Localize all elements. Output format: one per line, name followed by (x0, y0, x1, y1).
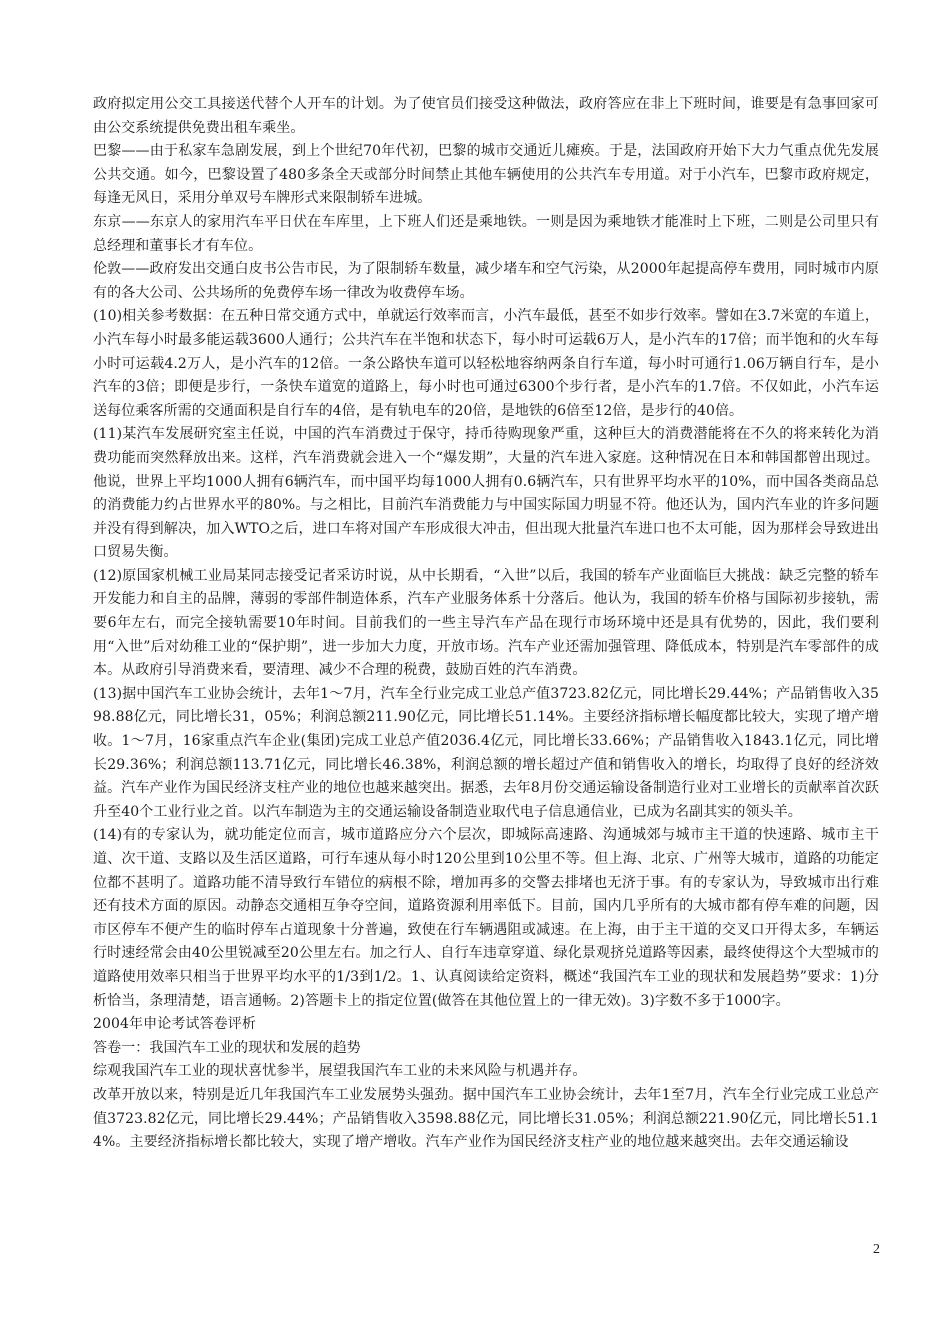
paragraph-item-14: (14)有的专家认为，就功能定位而言，城市道路应分六个层次，即城际高速路、沟通城郊与城市主干道的快速路、城市主干道、次干道、支路以及生活区道路，可行车速从每小时120公里到10公里不等。但上海、北京、广州等大城市，道路的功能定位都不甚明了。道路功能不清导致行车错位的病根不除，增加再多的交警去排堵也无济于事。有的专家认为，导致城市出行难还有技术方面的原因。动静态交通相互争夺空间，道路资源利用率低下。目前，国内几乎所有的大城市都有停车难的问题，因市区停车不便产生的临时停车占道现象十分普遍，致使在行车辆遇阻或减速。在上海，由于主干道的交叉口开得太多，车辆运行时速经常会由40公里锐减至20公里左右。加之行人、自行车违章穿道、绿化景观挤兑道路等因素，最终使得这个大型城市的道路使用效率只相当于世界平均水平的1/3到1/2。1、认真阅读给定资料，概述“我国汽车工业的现状和发展趋势”要求：1)分析恰当，条理清楚，语言通畅。2)答题卡上的指定位置(做答在其他位置上的一律无效)。3)字数不多于1000字。 (93, 827, 879, 1009)
answer-body: 改革开放以来，特别是近几年我国汽车工业发展势头强劲。据中国汽车工业协会统计，去年1至7月，汽车全行业完成工业总产值3723.82亿元，同比增长29.44%；产品销售收入3598.88亿元，同比增长31.05%；利润总额221.90亿元，同比增长51.14%。主要经济指标增长都比较大，实现了增产增收。汽车产业作为国民经济支柱产业的地位越来越突出。去年交通运输设 (93, 1086, 879, 1151)
paragraph-paris: 巴黎——由于私家车急剧发展，到上个世纪70年代初，巴黎的城市交通近儿瘫痪。于是，法国政府开始下大力气重点优先发展公共交通。如今，巴黎设置了480多条全天或部分时间禁止其他车辆使用的公共汽车专用道。对于小汽车，巴黎市政府规定，每逢无风日，采用分单双号车牌形式来限制轿车进城。 (93, 143, 879, 207)
answer-summary: 综观我国汽车工业的现状喜忧参半，展望我国汽车工业的未来风险与机遇并存。 (93, 1063, 587, 1080)
page-number: 2 (873, 1242, 880, 1257)
paragraph-item-13: (13)据中国汽车工业协会统计，去年1～7月，汽车全行业完成工业总产值3723.82亿元，同比增长29.44%；产品销售收入3598.88亿元，同比增长31，05%；利润总额211.90亿元，同比增长51.14%。主要经济指标增长幅度都比较大，实现了增产增收。1～7月，16家重点汽车企业(集团)完成工业总产值2036.4亿元，同比增长33.66%；产品销售收入1843.1亿元，同比增长29.36%；利润总额113.71亿元，同比增长46.38%，利润总额的增长超过产值和销售收入的增长，均取得了良好的经济效益。汽车产业作为国民经济支柱产业的地位也越来越突出。据悉，去年8月份交通运输设备制造行业对工业增长的贡献率首次跃升至40个工业行业之首。以汽车制造为主的交通运输设备制造业取代电子信息通信业，已成为名副其实的领头羊。 (93, 685, 879, 820)
document-body (93, 93, 879, 1155)
paragraph-official-transit: 政府拟定用公交工具接送代替个人开车的计划。为了使官员们接受这种做法，政府答应在非上下班时间，谁要是有急事回家可由公交系统提供免费出租车乘坐。 (93, 96, 879, 136)
section-heading-evaluation: 2004年申论考试答卷评析 (93, 1016, 256, 1033)
paragraph-tokyo: 东京——东京人的家用汽车平日伏在车库里，上下班人们还是乘地铁。一则是因为乘地铁才能准时上下班，二则是公司里只有总经理和董事长才有车位。 (93, 213, 879, 254)
paragraph-item-12: (12)原国家机械工业局某同志接受记者采访时说，从中长期看，“入世”以后，我国的轿车产业面临巨大挑战：缺乏完整的轿车开发能力和自主的品牌，薄弱的零部件制造体系，汽车产业服务体系十分落后。他认为，我国的轿车价格与国际初步接轨，需要6年左右，而完全接轨需要10年时间。目前我们的一些主导汽车产品在现行市场环境中还是具有优势的，因此，我们要利用“入世”后对幼稚工业的“保护期”，进一步加大力度，开放市场。汽车产业还需加强管理、降低成本，特别是汽车零部件的成本。从政府引导消费来看，要清理、减少不合理的税费，鼓励百姓的汽车消费。 (93, 567, 879, 679)
paragraph-item-10: (10)相关参考数据：在五种日常交通方式中，单就运行效率而言，小汽车最低，甚至不如步行效率。譬如在3.7米宽的车道上，小汽车每小时最多能运载3600人通行；公共汽车在半饱和状态下，每小时可运载6万人，是小汽车的17倍；而半饱和的火车每小时可运载4.2万人，是小汽车的12倍。一条公路快车道可以轻松地容纳两条自行车道，每小时可通行1.06万辆自行车，是小汽车的3倍；即便是步行，一条快车道宽的道路上，每小时也可通过6300个步行者，是小汽车的1.7倍。不仅如此，小汽车运送每位乘客所需的交通面积是自行车的4倍，是有轨电车的20倍，是地铁的6倍至12倍，是步行的40倍。 (93, 308, 879, 419)
answer-title: 答卷一：我国汽车工业的现状和发展的趋势 (93, 1039, 361, 1056)
paragraph-item-11: (11)某汽车发展研究室主任说，中国的汽车消费过于保守，持币待购现象严重，这种巨大的消费潜能将在不久的将来转化为消费功能而突然释放出来。这样，汽车消费就会进入一个“爆发期”，大量的汽车进入家庭。这种情况在日本和韩国都曾出现过。他说，世界上平均1000人拥有6辆汽车，而中国平均每1000人拥有0.6辆汽车，只有世界平均水平的10%，而中国各类商品总的消费能力约占世界水平的80%。与之相比，目前汽车消费能力与中国实际国力明显不符。他还认为，国内汽车业的许多问题并没有得到解决，加入WTO之后，进口车将对国产车形成很大冲击，但出现大批量汽车进口也不太可能，因为那样会导致进出口贸易失衡。 (93, 426, 879, 561)
paragraph-london: 伦敦——政府发出交通白皮书公告市民，为了限制轿车数量，减少堵车和空气污染，从2000年起提高停车费用，同时城市内原有的各大公司、公共场所的免费停车场一律改为收费停车场。 (93, 261, 879, 301)
